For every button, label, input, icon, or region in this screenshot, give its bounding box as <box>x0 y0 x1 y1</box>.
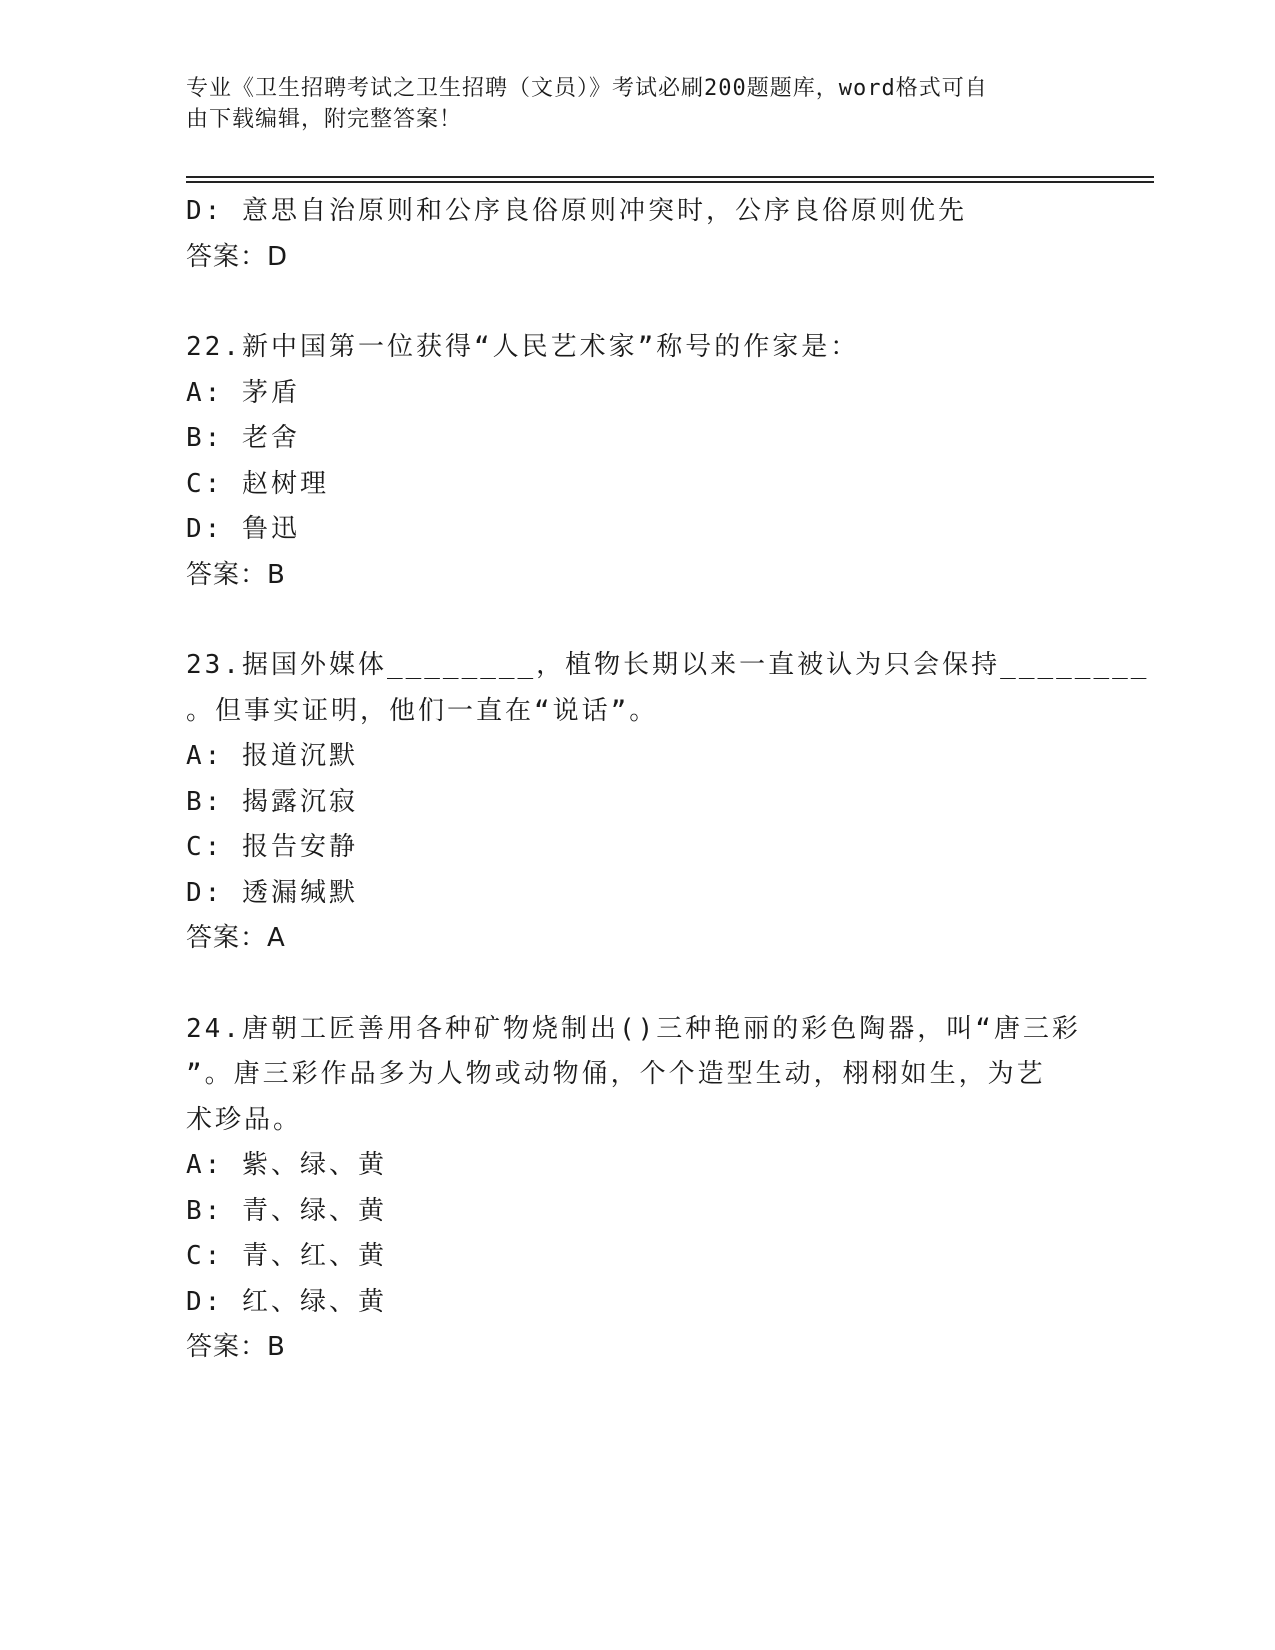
option-a: A: 紫、绿、黄 <box>186 1150 387 1180</box>
header-line-2: 由下载编辑，附完整答案！ <box>186 107 463 132</box>
answer: 答案：A <box>186 923 286 953</box>
spacer <box>186 598 1086 643</box>
option-c: C: 报告安静 <box>186 832 358 862</box>
option-d: D: 透漏缄默 <box>186 877 358 908</box>
option-d: D: 鲁迅 <box>186 514 300 544</box>
answer: 答案：D <box>186 241 289 272</box>
header-rule-bottom <box>186 181 1154 183</box>
option-d: D: 意思自治原则和公序良俗原则冲突时，公序良俗原则优先 <box>186 196 967 226</box>
header-rule-top <box>186 176 1154 178</box>
option-b: B: 青、绿、黄 <box>186 1195 387 1226</box>
question-stem-line-1: 24.唐朝工匠善用各种矿物烧制出()三种艳丽的彩色陶器，叫“唐三彩 <box>186 1013 1081 1044</box>
option-c: C: 赵树理 <box>186 468 329 499</box>
answer: 答案：B <box>186 1332 286 1362</box>
option-b: B: 老舍 <box>186 423 300 453</box>
answer: 答案：B <box>186 559 286 590</box>
option-c: C: 青、红、黄 <box>186 1241 387 1271</box>
spacer <box>186 962 1086 1007</box>
question-23 <box>186 643 1150 962</box>
option-a: A: 报道沉默 <box>186 741 358 771</box>
document-header <box>186 73 1066 135</box>
question-stem-line-3: 术珍品。 <box>186 1104 303 1135</box>
question-22 <box>186 325 1086 598</box>
question-24 <box>186 1007 1086 1371</box>
question-stem-line-1: 23.据国外媒体________，植物长期以来一直被认为只会保持________ <box>186 650 1150 680</box>
question-stem-line-2: 。但事实证明，他们一直在“说话”。 <box>186 695 659 726</box>
option-b: B: 揭露沉寂 <box>186 786 358 817</box>
spacer <box>186 280 1086 325</box>
option-a: A: 茅盾 <box>186 377 300 408</box>
option-d: D: 红、绿、黄 <box>186 1286 387 1317</box>
question-stem-line-2: ”。唐三彩作品多为人物或动物俑，个个造型生动，栩栩如生，为艺 <box>186 1059 1046 1089</box>
document-body <box>186 189 1150 1371</box>
question-stem: 22.新中国第一位获得“人民艺术家”称号的作家是： <box>186 332 860 362</box>
header-line-1: 专业《卫生招聘考试之卫生招聘（文员）》考试必刷200题题库，word格式可自 <box>186 76 988 101</box>
